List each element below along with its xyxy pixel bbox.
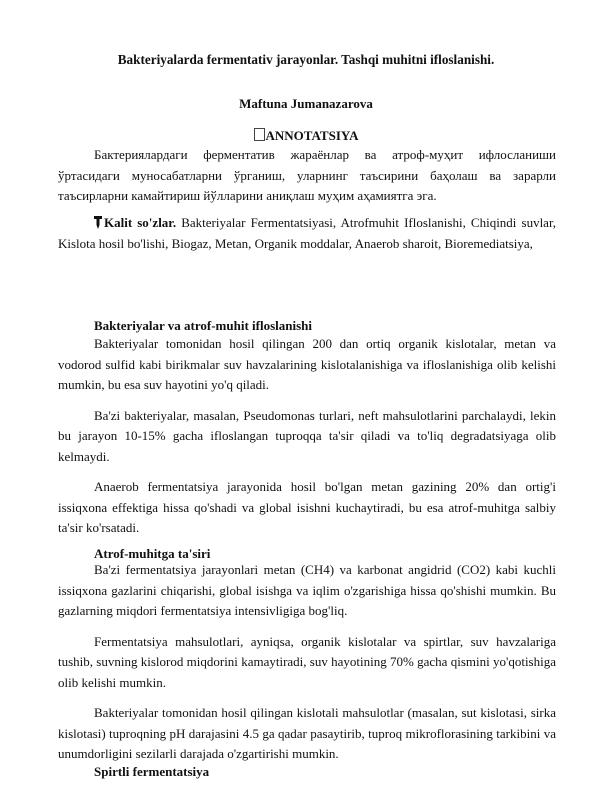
missing-glyph-icon: [254, 128, 265, 141]
paragraph: Bakteriyalar tomonidan hosil qilingan 200 dan ortiq organik kislotalar, metan va vodorod sulfid kabi birikmalar suv havzalarining kislotalanishiga va ifloslanishiga olib kelishi mumkin, bu esa suv hayotini yo'q qiladi.: [58, 336, 556, 392]
keywords-block: [58, 213, 556, 254]
paragraph: Bakteriyalar tomonidan hosil qilingan kislotali mahsulotlar (masalan, sut kislotasi, sirka kislotasi) tuproqning pH darajasini 4.5 ga qadar pasaytirib, tuproq mikroflorasining tarkibini va unumdorligini sezilarli darajada o'zgartirishi mumkin.: [58, 705, 556, 761]
pin-icon: [94, 216, 102, 229]
section-1-body: [58, 334, 556, 539]
document-title: Bakteriyalarda fermentativ jarayonlar. Tashqi muhitni ifloslanishi.: [117, 52, 495, 67]
author-name: Maftuna Jumanazarova: [239, 96, 373, 111]
paragraph: Anaerob fermentatsiya jarayonida hosil bo'lgan metan gazining 20% dan ortig'i issiqxona effektiga hissa qo'shadi va global isishni kuchaytiradi, bu esa atrof-muhitga salbiy ta'sir ko'rsatadi.: [58, 479, 556, 535]
section-heading-3: Spirtli fermentatsiya: [94, 764, 210, 779]
keywords-label: Kalit so'zlar.: [104, 215, 177, 230]
paragraph: Fermentatsiya mahsulotlari, ayniqsa, organik kislotalar va spirtlar, suv havzalariga tushib, suvning kislorod miqdorini kamaytiradi, suv hayotining 70% gacha qismini yo'qotishiga olib kelishi mumkin.: [58, 633, 556, 690]
keywords-text: Bakteriyalar Fermentatsiyasi, Atrofmuhit Ifloslanishi, Chiqindi suvlar, Kislota hosil bo'lishi, Biogaz, Metan, Organik moddalar, Anaerob sharoit, Bioremediatsiya,: [58, 215, 557, 251]
section-heading-2: Atrof-muhitga ta'siri: [94, 546, 211, 561]
annotation-heading: ANNOTATSIYA: [265, 128, 359, 143]
section-2-body: [58, 560, 556, 765]
paragraph: Ba'zi fermentatsiya jarayonlari metan (CH4) va karbonat angidrid (CO2) kabi kuchli issiqxona gazlarini chiqarishi, global isishga va iqlim o'zgarishiga hissa qo'shishi mumkin. Bu gazlarning miqdori fermentatsiya intensivligiga bog'liq.: [58, 562, 556, 618]
annotation-block: [58, 145, 556, 207]
annotation-heading-row: [0, 128, 612, 144]
keywords-paragraph: [58, 213, 556, 254]
paragraph: Ba'zi bakteriyalar, masalan, Pseudomonas turlari, neft mahsulotlarini parchalaydi, lekin bu jarayon 10-15% gacha ifloslangan tuproqqa ta'sir qiladi va to'liq degradatsiyaga olib kelmaydi.: [58, 407, 556, 464]
section-heading-1: Bakteriyalar va atrof-muhit ifloslanishi: [94, 318, 312, 333]
annotation-text: Бактериялардаги ферментатив жараёнлар ва атроф-муҳит ифлосланиши ўртасидаги муносабатларни ўрганиш, уларнинг таъсирини баҳолаш ва зарарли таъсирларни камайтириш йўлларини аниқлаш муҳим аҳамиятга эга.: [58, 147, 556, 203]
